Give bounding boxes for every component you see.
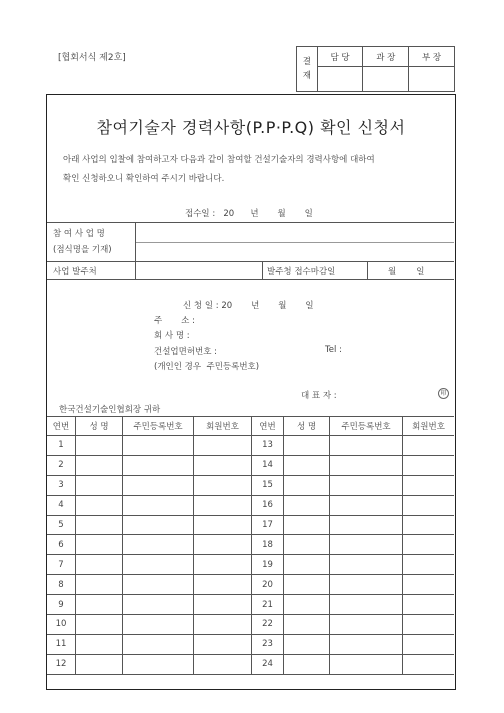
member-cell[interactable] — [76, 495, 123, 515]
client-field[interactable] — [136, 262, 263, 280]
member-cell[interactable] — [123, 595, 194, 615]
row-number: 23 — [252, 634, 284, 654]
member-cell[interactable] — [284, 615, 330, 635]
approval-manager: 과 장 — [363, 47, 409, 67]
member-cell[interactable] — [284, 595, 330, 615]
approval-staff: 담 당 — [317, 47, 363, 67]
row-number: 1 — [47, 436, 76, 456]
member-cell[interactable] — [403, 436, 455, 456]
member-cell[interactable] — [403, 515, 455, 535]
member-cell[interactable] — [123, 455, 194, 475]
member-cell[interactable] — [330, 535, 403, 555]
approval-sign-staff[interactable] — [317, 67, 363, 92]
row-number: 18 — [252, 535, 284, 555]
member-cell[interactable] — [330, 555, 403, 575]
member-cell[interactable] — [403, 535, 455, 555]
member-cell[interactable] — [123, 615, 194, 635]
row-number: 11 — [47, 634, 76, 654]
personal-id-label: (개인인 경우 주민등록번호) — [154, 362, 260, 372]
table-row — [47, 654, 454, 674]
member-cell[interactable] — [194, 455, 252, 475]
addressee: 한국건설기술인협회장 귀하 — [59, 405, 161, 415]
member-cell[interactable] — [76, 436, 123, 456]
member-cell[interactable] — [403, 455, 455, 475]
table-row — [47, 455, 454, 475]
member-cell[interactable] — [194, 575, 252, 595]
row-number: 22 — [252, 615, 284, 635]
member-cell[interactable] — [76, 515, 123, 535]
row-number: 16 — [252, 495, 284, 515]
member-cell[interactable] — [194, 495, 252, 515]
table-row — [47, 535, 454, 555]
row-number: 4 — [47, 495, 76, 515]
member-cell[interactable] — [330, 595, 403, 615]
member-cell[interactable] — [76, 634, 123, 654]
member-cell[interactable] — [123, 535, 194, 555]
table-row — [47, 475, 454, 495]
member-cell[interactable] — [330, 575, 403, 595]
row-number: 19 — [252, 555, 284, 575]
table-row — [47, 495, 454, 515]
member-cell[interactable] — [403, 555, 455, 575]
table-row — [47, 575, 454, 595]
member-cell[interactable] — [403, 654, 455, 674]
member-cell[interactable] — [330, 634, 403, 654]
row-number: 9 — [47, 595, 76, 615]
table-row — [47, 436, 454, 456]
row-number: 3 — [47, 475, 76, 495]
row-number: 5 — [47, 515, 76, 535]
receipt-date: 접수일 : 20 년 월 일 — [185, 209, 313, 219]
member-cell[interactable] — [76, 654, 123, 674]
approval-sign-manager[interactable] — [363, 67, 409, 92]
member-cell[interactable] — [284, 634, 330, 654]
row-number: 21 — [252, 595, 284, 615]
member-cell[interactable] — [123, 475, 194, 495]
project-info-table — [47, 222, 454, 280]
member-cell[interactable] — [76, 455, 123, 475]
member-cell[interactable] — [403, 495, 455, 515]
member-cell[interactable] — [403, 575, 455, 595]
member-cell[interactable] — [330, 436, 403, 456]
client-label: 사업 발주처 — [47, 262, 136, 280]
member-cell[interactable] — [194, 654, 252, 674]
application-form — [46, 94, 456, 690]
row-number: 24 — [252, 654, 284, 674]
representative-label: 대 표 자 : — [301, 391, 337, 401]
member-cell[interactable] — [403, 615, 455, 635]
row-number: 14 — [252, 455, 284, 475]
approval-box — [296, 46, 455, 92]
table-row — [47, 634, 454, 654]
member-cell[interactable] — [123, 495, 194, 515]
member-cell[interactable] — [403, 595, 455, 615]
row-number: 17 — [252, 515, 284, 535]
company-label: 회 사 명 : — [154, 331, 190, 341]
member-cell[interactable] — [403, 634, 455, 654]
approval-label: 결 재 — [297, 47, 318, 92]
member-table — [47, 416, 454, 675]
member-cell[interactable] — [284, 575, 330, 595]
member-cell[interactable] — [194, 475, 252, 495]
member-cell[interactable] — [123, 575, 194, 595]
application-date: 신 청 일 : 20 년 월 일 — [183, 301, 314, 311]
row-number: 2 — [47, 455, 76, 475]
address-label: 주 소 : — [154, 316, 195, 326]
member-cell[interactable] — [330, 455, 403, 475]
member-cell[interactable] — [284, 515, 330, 535]
intro-text: 아래 사업의 입찰에 참여하고자 다음과 같이 참여할 건설기술자의 경력사항에 대하여 확인 신청하오니 확인하여 주시기 바랍니다. — [63, 155, 375, 184]
project-name-label: 참 여 사 업 명 (점식명을 기재) — [47, 223, 136, 262]
deadline-label: 발주청 접수마감일 — [263, 262, 368, 280]
member-cell[interactable] — [330, 495, 403, 515]
member-cell[interactable] — [194, 535, 252, 555]
approval-sign-director[interactable] — [409, 67, 455, 92]
license-label: 건설업면허번호 : — [154, 347, 218, 357]
member-cell[interactable] — [284, 475, 330, 495]
member-cell[interactable] — [194, 555, 252, 575]
member-cell[interactable] — [123, 654, 194, 674]
row-number: 20 — [252, 575, 284, 595]
row-number: 15 — [252, 475, 284, 495]
member-cell[interactable] — [123, 634, 194, 654]
member-cell[interactable] — [123, 555, 194, 575]
member-cell[interactable] — [403, 475, 455, 495]
seal-icon: 印 — [438, 388, 449, 399]
table-row — [47, 615, 454, 635]
member-cell[interactable] — [76, 575, 123, 595]
member-cell[interactable] — [330, 654, 403, 674]
member-cell[interactable] — [76, 595, 123, 615]
form-number: [협회서식 제2호] — [58, 53, 126, 63]
row-number: 12 — [47, 654, 76, 674]
member-cell[interactable] — [194, 436, 252, 456]
row-number: 10 — [47, 615, 76, 635]
row-number: 8 — [47, 575, 76, 595]
tel-label: Tel : — [325, 345, 342, 355]
table-row — [47, 595, 454, 615]
row-number: 13 — [252, 436, 284, 456]
member-cell[interactable] — [284, 555, 330, 575]
form-title: 참여기술자 경력사항(P.P·P.Q) 확인 신청서 — [96, 118, 406, 137]
member-cell[interactable] — [76, 475, 123, 495]
member-cell[interactable] — [76, 555, 123, 575]
member-cell[interactable] — [330, 515, 403, 535]
member-cell[interactable] — [76, 535, 123, 555]
project-name-field[interactable] — [136, 223, 455, 262]
member-cell[interactable] — [123, 436, 194, 456]
member-cell[interactable] — [76, 615, 123, 635]
member-cell[interactable] — [284, 654, 330, 674]
row-number: 7 — [47, 555, 76, 575]
member-cell[interactable] — [284, 535, 330, 555]
member-cell[interactable] — [284, 495, 330, 515]
approval-director: 부 장 — [409, 47, 455, 67]
member-cell[interactable] — [194, 615, 252, 635]
deadline-field[interactable]: 월 일 — [368, 262, 455, 280]
member-cell[interactable] — [194, 634, 252, 654]
member-cell[interactable] — [284, 436, 330, 456]
row-number: 6 — [47, 535, 76, 555]
member-table-header: 연번 성 명 주민등록번호 회원번호 연번 성 명 주민등록번호 회원번호 — [47, 417, 454, 436]
member-cell[interactable] — [194, 595, 252, 615]
member-cell[interactable] — [123, 515, 194, 535]
table-row — [47, 555, 454, 575]
member-cell[interactable] — [330, 475, 403, 495]
member-cell[interactable] — [284, 455, 330, 475]
member-cell[interactable] — [330, 615, 403, 635]
member-cell[interactable] — [194, 515, 252, 535]
table-row — [47, 515, 454, 535]
